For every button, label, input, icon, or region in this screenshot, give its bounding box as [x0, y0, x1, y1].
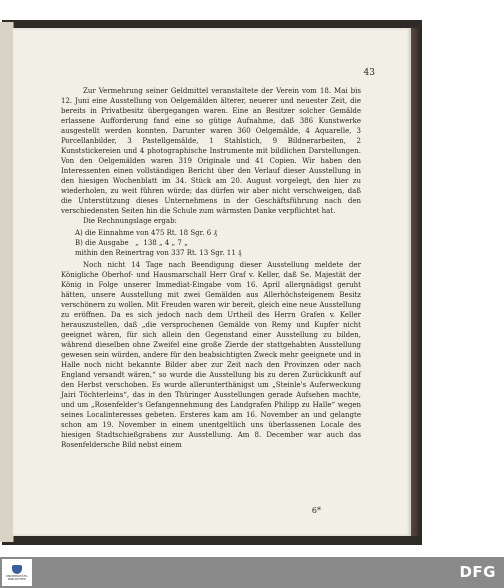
account-row: mithin den Reinertrag von 337 Rt. 13 Sgr. 11 ₰ — [75, 249, 242, 257]
dfg-logo[interactable]: DFG — [459, 563, 496, 581]
book-page — [13, 28, 411, 536]
page-text — [61, 86, 361, 450]
paragraph: Zur Vermehrung seiner Geldmittel veranstaltete der Verein vom 18. Mai bis 12. Juni eine Ausstellung von Oelgemälden älterer, neuerer und neuester Zeit, die bereits in Privatbesitz übergegangen waren. Eine an Besitzer solcher Gemälde erlassene Aufforderung fand eine so gütige Aufnahme, daß 386 Kunstwerke ausgestellt werden konnten. Darunter waren 360 Oelgemälde, 4 Aquarelle, 3 Porcellanbilder, 3 Pastellgemälde, 1 Stahlstich, 9 Bildnerarbeiten, 2 Kunststickereien und 4 photographische Instrumente mit bildlichen Darstellungen. Von den Oelgemälden waren 319 Originale und 41 Copien. Wir haben den Interessenten einen vollständigen Bericht über den Verlauf dieser Ausstellung in den hiesigen Wochenblatt im 34. Stück am 20. August vorgelegt, den hier zu wiederholen, zu weit führen würde; das dürfen wir aber nicht verschweigen, daß die Unterstützung dieses Unternehmens in der Geschäftsführung nach den verschiedensten Seiten hin die Schule zum wärmsten Danke verpflichtet hat. — [61, 87, 361, 215]
paragraph: Die Rechnungslage ergab: — [83, 217, 177, 225]
library-logo[interactable] — [2, 559, 32, 586]
facing-page-edge — [0, 22, 14, 542]
page-number: 43 — [363, 68, 375, 78]
page-edge — [411, 28, 419, 536]
crest-icon — [12, 565, 22, 574]
account-row: A) die Einnahme von 475 Rt. 18 Sgr. 6 ₰ — [75, 229, 217, 237]
account-row: B) die Ausgabe „ 138 „ 4 „ 7 „ — [75, 239, 188, 247]
paragraph: Noch nicht 14 Tage nach Beendigung dieser Ausstellung meldete der Königliche Oberhof- und Hausmarschall Herr Graf v. Keller, daß Se. Majestät der König in Folge unserer Immediat-Eingabe vom 16. April allergnädigst geruht hätten, unsere Ausstellung mit zwei Gemälden aus Allerhöchsteigenem Besitz verschönern zu wollen. Mit Freuden waren wir bereit, gleich eine neue Ausstellung zu eröffnen. Da es sich jedoch nach dem Urtheil des Herrn Grafen v. Keller herauszustellen, daß „die versprochenen Gemälde von Remy und Kupfer nicht geeignet wären, für sich allein den Gegenstand einer Ausstellung zu bilden, während dieselben ohne Zweifel eine große Zierde der stattgehabten Ausstellung gewesen sein würden, andere für den beabsichtigten Zweck mehr geeignete und in Halle noch nicht bekannte Bilder aber zur Zeit nach den Provinzen oder nach England versandt wären,“ so wurde die Ausstellung bis zu deren Zurückkunft auf den Herbst verschoben. Es wurde allerunterthänigst um „Steinle's Auferweckung Jairi Töchterleins“, das in den Thüringer Ausstellungen gerade Aufsehen machte, und um „Rosenfelder's Gefangennehmung des Landgrafen Philipp zu Halle“ wegen seines Localinteresses gebeten. Ersteres kam am 16. November an und gelangte schon am 19. November in einem unentgeltlich uns überlassenen Locale des hiesigen Stadtschießgrabens zur Ausstellung. Am 8. December war auch das Rosenfeldersche Bild nebst einem — [61, 261, 361, 449]
footer-bar — [0, 557, 504, 588]
account-table — [61, 228, 361, 258]
library-logo-text: UNIVERSITÄTS-BIBLIOTHEK — [5, 573, 29, 581]
signature-mark: 6* — [311, 506, 321, 515]
